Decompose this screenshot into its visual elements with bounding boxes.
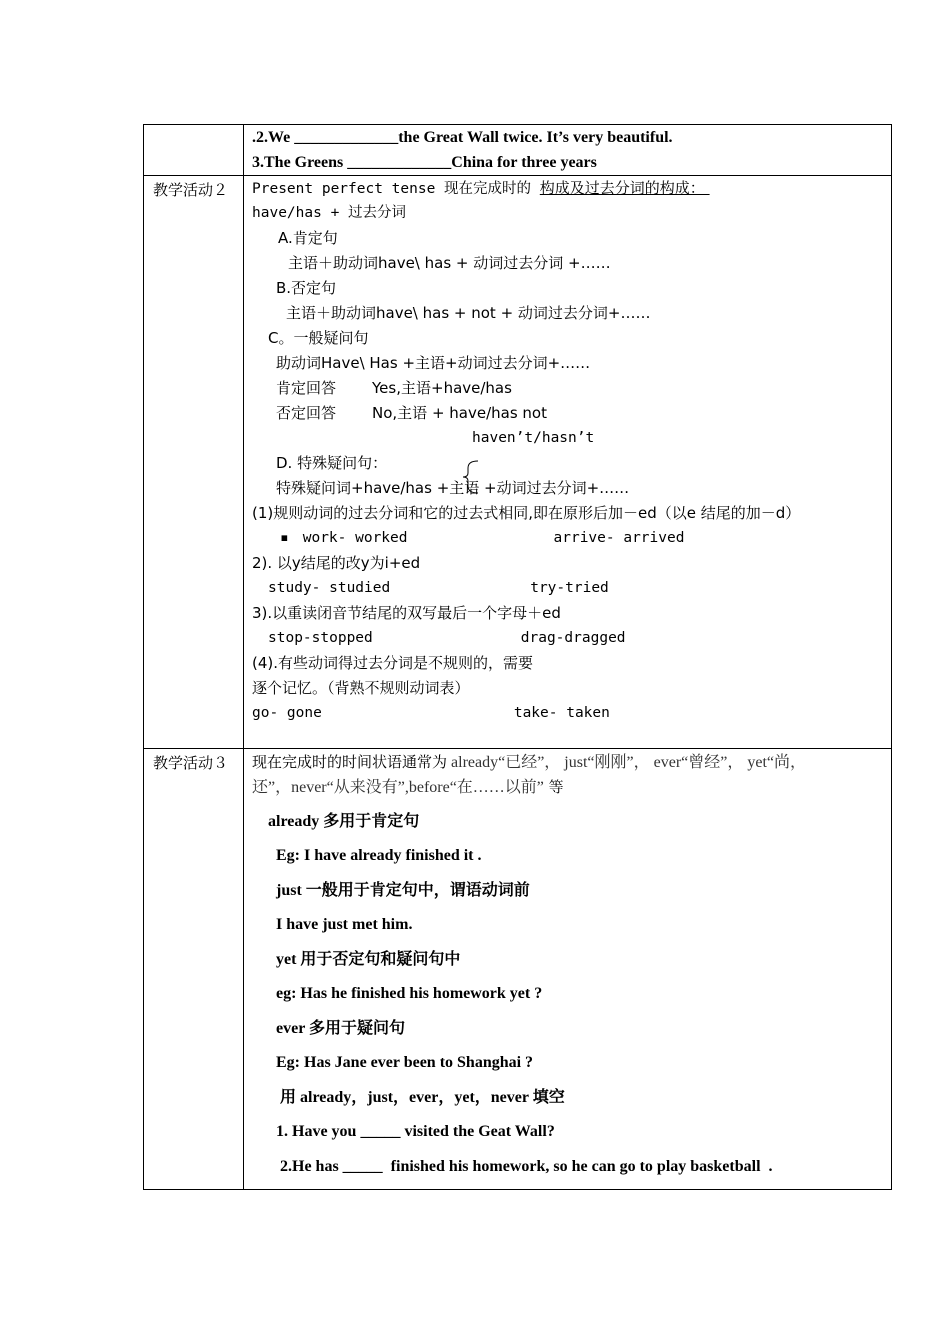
time-adverbials-list-cont: 还”，never“从来没有”,before“在……以前” xyxy=(252,779,544,796)
content-cell xyxy=(244,749,892,1190)
rule-4-line-2: 逐个记忆。（背熟不规则动词表） xyxy=(252,679,470,697)
no-answer: No,主语 + have/has not xyxy=(372,404,547,422)
special-question-title: D. 特殊疑问句： xyxy=(276,454,388,472)
just-example: I have just met him. xyxy=(276,916,413,933)
example-arrive: arrive- arrived xyxy=(553,530,685,546)
question-title: C。一般疑问句 xyxy=(268,329,369,347)
affirmative-formula: 主语＋助动词have\ has + 动词过去分词 +…… xyxy=(288,254,611,272)
section-title: Present perfect tense 现在完成时的 xyxy=(252,181,540,197)
example-work: work- worked xyxy=(302,530,408,546)
rule-3: 3).以重读闭音节结尾的双写最后一个字母＋ed xyxy=(252,604,561,622)
negative-title: B.否定句 xyxy=(276,279,337,297)
row-label xyxy=(144,125,243,127)
row-label-cell xyxy=(144,125,244,176)
bullet-icon: ▪ xyxy=(280,530,289,546)
table-row-activity-3 xyxy=(144,749,892,1190)
example-study: study- studied xyxy=(268,580,391,596)
example-go: go- gone xyxy=(252,705,322,721)
formula: have/has + 过去分词 xyxy=(252,205,407,221)
lesson-table xyxy=(143,124,892,1190)
row-label-activity-3: 教学活动３ xyxy=(153,754,229,772)
time-adverbials-list: already“已经”， just“刚刚”， ever“曾经”， yet“尚， xyxy=(447,754,807,771)
no-answer-label: 否定回答 xyxy=(276,404,337,422)
fill-blank-question-2: 2.He has _____ finished his homework, so he can go to play basketball . xyxy=(280,1157,773,1175)
negative-formula: 主语＋助动词have\ has + not + 动词过去分词+…… xyxy=(286,304,651,322)
rule-2: 2). 以y结尾的改y为i+ed xyxy=(252,554,421,572)
section-title-underlined: 构成及过去分词的构成： xyxy=(539,179,710,197)
exercise-line-2: .2.We _____________the Great Wall twice. It’s very beautiful. xyxy=(252,129,673,146)
time-adverbials-etc: 等 xyxy=(543,778,564,796)
affirmative-title: A.肯定句 xyxy=(278,229,338,247)
yes-answer-label: 肯定回答 xyxy=(276,379,337,397)
content-cell xyxy=(244,176,892,749)
question-formula: 助动词Have\ Has +主语+动词过去分词+…… xyxy=(276,354,591,372)
row-label-cell xyxy=(144,749,244,1190)
rule-1: (1)规则动词的过去分词和它的过去式相同,即在原形后加－ed（以e 结尾的加－d） xyxy=(252,504,801,522)
no-answer-short: haven’t/hasn’t xyxy=(472,430,595,446)
fill-blank-instructions: 用 already，just，ever，yet，never 填空 xyxy=(280,1088,565,1106)
row-label-cell xyxy=(144,176,244,749)
special-question-formula: 特殊疑问词+have/has +主语 +动词过去分词+…… xyxy=(276,479,630,497)
yes-answer: Yes,主语+have/has xyxy=(372,379,512,397)
rule-4-line-1: (4).有些动词得过去分词是不规则的，需要 xyxy=(252,654,534,672)
row-label-activity-2: 教学活动２ xyxy=(153,181,229,199)
content-cell xyxy=(244,125,892,176)
example-take: take- taken xyxy=(513,705,610,721)
already-rule: already 多用于肯定句 xyxy=(268,812,420,830)
time-adverbials-intro: 现在完成时的时间状语通常为 xyxy=(252,753,448,771)
example-drag: drag-dragged xyxy=(520,630,626,646)
ever-example: Eg: Has Jane ever been to Shanghai ? xyxy=(276,1054,534,1071)
exercise-line-3: 3.The Greens _____________China for three years xyxy=(252,154,597,171)
table-row-exercise xyxy=(144,125,892,176)
example-try: try-tried xyxy=(530,580,609,596)
example-stop: stop-stopped xyxy=(268,630,373,646)
table-row-activity-2 xyxy=(144,176,892,749)
just-rule: just 一般用于肯定句中，谓语动词前 xyxy=(276,881,530,899)
fill-blank-question-1: 1. Have you _____ visited the Geat Wall? xyxy=(276,1123,555,1140)
brace-icon xyxy=(462,459,482,495)
ever-rule: ever 多用于疑问句 xyxy=(276,1019,406,1037)
yet-rule: yet 用于否定句和疑问句中 xyxy=(276,950,461,968)
already-example: Eg: I have already finished it . xyxy=(276,847,482,864)
yet-example: eg: Has he finished his homework yet ? xyxy=(276,985,543,1002)
